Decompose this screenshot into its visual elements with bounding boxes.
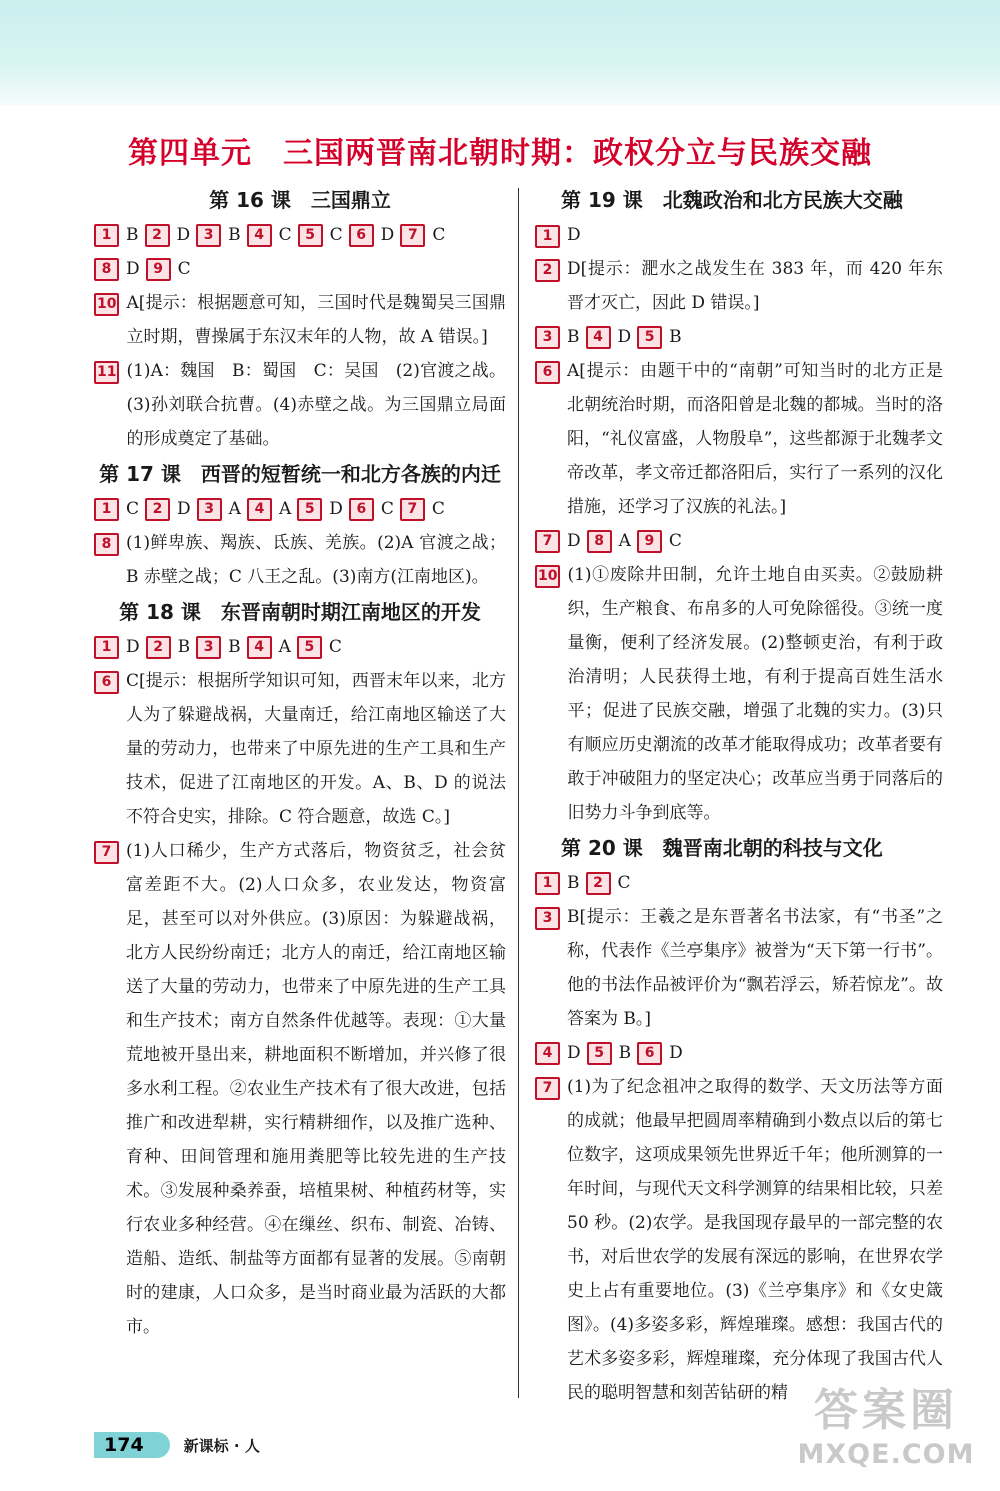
column-divider — [518, 188, 519, 1398]
question-number: 7 — [400, 498, 425, 521]
question-number: 9 — [146, 258, 171, 281]
answer-item — [94, 664, 506, 834]
answer-letter: D — [669, 1043, 683, 1063]
answer-pair — [196, 630, 241, 664]
lesson-19-title: 第 19 课 北魏政治和北方民族大交融 — [561, 188, 903, 212]
question-number: 8 — [94, 533, 119, 556]
answer-pair — [197, 492, 241, 526]
answer-item — [535, 1070, 943, 1410]
question-number: 6 — [94, 671, 119, 694]
lesson-18-title: 第 18 课 东晋南朝时期江南地区的开发 — [119, 600, 481, 624]
answer-letter: B — [669, 327, 682, 347]
answer-pair — [535, 320, 580, 354]
question-number: 4 — [586, 326, 611, 349]
answer-pair — [247, 492, 291, 526]
answer-letter: C — [668, 531, 682, 551]
answer-pair — [587, 524, 631, 558]
answer-text: A[提示：根据题意可知，三国时代是魏蜀吴三国鼎立时期，曹操属于东汉末年的人物，故 A 错误。] — [126, 293, 506, 347]
answer-row — [94, 630, 506, 664]
question-number: 6 — [535, 361, 560, 384]
answer-letter: A — [278, 499, 292, 519]
answer-row — [94, 252, 506, 286]
answer-row — [535, 320, 943, 354]
answer-letter: D — [126, 637, 140, 657]
answer-item — [94, 834, 506, 1344]
answer-letter: D — [126, 259, 140, 279]
answer-letter: D — [567, 1043, 581, 1063]
answer-pair — [145, 492, 191, 526]
answer-text: (1)为了纪念祖冲之取得的数学、天文历法等方面的成就；他最早把圆周率精确到小数点以后的第七位数字，这项成果领先世界近千年；他所测算的一年时间，与现代天文科学测算的结果相比较，只差 50 秒。(2)农学。是我国现存最早的一部完整的农书，对后世农学的发展有深远的影响，在世界农学史上占有重要地位。(3)《兰亭集序》和《女史箴图》。(4)多姿多彩，辉煌璀璨。感想：我国古代的艺术多姿多彩，辉煌璀璨，充分体现了我国古代人民的聪明智慧和刻苦钻研的精 — [567, 1077, 943, 1403]
watermark-logo: 答案圈 MXQE.COM — [797, 1385, 975, 1470]
answer-pair — [146, 630, 191, 664]
answer-text: D[提示：淝水之战发生在 383 年，而 420 年东晋才灭亡，因此 D 错误。] — [567, 259, 943, 313]
answer-letter: C — [177, 259, 191, 279]
answer-letter: D — [176, 225, 191, 245]
question-number: 3 — [196, 224, 221, 247]
answer-item — [535, 558, 943, 830]
answer-pair — [247, 630, 291, 664]
answer-letter: C — [617, 873, 631, 893]
answer-pair — [349, 492, 394, 526]
question-number: 4 — [247, 498, 272, 521]
question-number: 10 — [535, 565, 560, 588]
question-number: 5 — [637, 326, 662, 349]
answer-pair — [637, 1036, 683, 1070]
answer-letter: A — [228, 499, 241, 519]
answer-pair — [586, 866, 631, 900]
answer-letter: C — [380, 499, 394, 519]
answer-item — [94, 286, 506, 354]
answer-letter: C — [328, 637, 342, 657]
lesson-17-title: 第 17 课 西晋的短暂统一和北方各族的内迁 — [99, 462, 501, 486]
answer-pair — [535, 524, 581, 558]
answer-pair — [298, 218, 343, 252]
lesson-20-title: 第 20 课 魏晋南北朝的科技与文化 — [561, 836, 883, 860]
lesson-16-title: 第 16 课 三国鼎立 — [209, 188, 391, 212]
answer-row — [94, 492, 506, 526]
answer-text: B[提示：王羲之是东晋著名书法家，有“书圣”之称，代表作《兰亭集序》被誉为“天下第一行书”。他的书法作品被评价为“飘若浮云，矫若惊龙”。故答案为 B。] — [567, 907, 943, 1029]
answer-letter: C — [431, 499, 445, 519]
answer-text: A[提示：由题干中的“南朝”可知当时的北方正是北朝统治时期，而洛阳曾是北魏的都城。当时的洛阳，“礼仪富盛，人物殷阜”，这些都源于北魏孝文帝改革，孝文帝迁都洛阳后，实行了一系列的汉化措施，还学习了汉族的礼法。] — [567, 361, 943, 517]
answer-letter: C — [329, 225, 343, 245]
question-number: 5 — [587, 1042, 612, 1065]
answer-pair — [587, 1036, 632, 1070]
question-number: 3 — [197, 498, 222, 521]
question-number: 2 — [586, 872, 611, 895]
answer-pair — [94, 218, 139, 252]
page-footer — [94, 1432, 260, 1458]
question-number: 1 — [94, 636, 119, 659]
answer-item — [94, 354, 506, 456]
question-number: 7 — [535, 1077, 560, 1100]
question-number: 6 — [349, 498, 374, 521]
answer-pair — [586, 320, 632, 354]
answer-letter: B — [567, 873, 580, 893]
answer-text: C[提示：根据所学知识可知，西晋末年以来，北方人为了躲避战祸，大量南迁，给江南地区输送了大量的劳动力，也带来了中原先进的生产工具和生产技术，促进了江南地区的开发。A、B、D 的说法不符合史实，排除。C 符合题意，故选 C。] — [126, 671, 506, 827]
answer-pair — [400, 218, 445, 252]
answer-letter: D — [177, 499, 191, 519]
page-number: 174 — [94, 1432, 170, 1458]
question-number: 2 — [145, 498, 170, 521]
answer-letter: B — [228, 637, 241, 657]
series-label: 新课标 · 人 — [183, 1436, 260, 1455]
answer-item — [535, 900, 943, 1036]
question-number: 5 — [297, 498, 322, 521]
question-number: 1 — [535, 225, 560, 248]
answer-pair — [196, 218, 241, 252]
answer-pair — [247, 218, 292, 252]
answer-letter: B — [177, 637, 191, 657]
answer-pair — [94, 492, 139, 526]
question-number: 3 — [196, 636, 221, 659]
question-number: 7 — [94, 841, 119, 864]
question-number: 6 — [349, 224, 374, 247]
unit-title: 第四单元 三国两晋南北朝时期：政权分立与民族交融 — [128, 136, 872, 171]
answer-item — [535, 252, 943, 320]
question-number: 10 — [94, 293, 119, 316]
answer-letter: B — [126, 225, 139, 245]
answer-pair — [146, 252, 191, 286]
question-number: 1 — [94, 498, 119, 521]
question-number: 4 — [535, 1042, 560, 1065]
answer-pair — [349, 218, 395, 252]
answer-pair — [637, 320, 682, 354]
question-number: 1 — [535, 872, 560, 895]
answer-letter: A — [618, 531, 631, 551]
answer-pair — [145, 218, 191, 252]
answer-item — [535, 354, 943, 524]
answer-pair — [637, 524, 682, 558]
question-number: 6 — [637, 1042, 662, 1065]
answer-item — [94, 526, 506, 594]
answer-letter: B — [567, 327, 580, 347]
answer-pair — [94, 630, 140, 664]
answer-text: D — [567, 225, 581, 245]
answer-letter: D — [567, 531, 581, 551]
answer-text: (1)A：魏国 B：蜀国 C：吴国 (2)官渡之战。(3)孙刘联合抗曹。(4)赤壁之战。为三国鼎立局面的形成奠定了基础。 — [126, 361, 506, 449]
question-number: 3 — [535, 907, 560, 930]
answer-row — [94, 218, 506, 252]
answer-letter: A — [278, 637, 291, 657]
answer-item — [535, 218, 943, 252]
answer-row — [535, 1036, 943, 1070]
header-band — [0, 0, 1000, 105]
question-number: 4 — [247, 224, 272, 247]
answer-letter: B — [618, 1043, 632, 1063]
question-number: 8 — [94, 258, 119, 281]
answer-text: (1)人口稀少，生产方式落后，物资贫乏，社会贫富差距不大。(2)人口众多，农业发达，物资富足，甚至可以对外供应。(3)原因：为躲避战祸，北方人民纷纷南迁；北方人的南迁，给江南地区输送了大量的劳动力，也带来了中原先进的生产工具和生产技术；南方自然条件优越等。表现：①大量荒地被开垦出来，耕地面积不断增加，并兴修了很多水利工程。②农业生产技术有了很大改进，包括推广和改进犁耕，实行精耕细作，以及推广选种、育种、田间管理和施用粪肥等比较先进的生产技术。③发展种桑养蚕，培植果树、种植药材等，实行农业多种经营。④在缫丝、织布、制瓷、冶铸、造船、造纸、制盐等方面都有显著的发展。⑤南朝时的建康，人口众多，是当时商业最为活跃的大都市。 — [126, 841, 506, 1337]
answer-text: (1)①废除井田制，允许土地自由买卖。②鼓励耕织，生产粮食、布帛多的人可免除徭役。③统一度量衡，便利了经济发展。(2)整顿吏治，有利于政治清明；人民获得土地，有利于提高百姓生活水平；促进了民族交融，增强了北魏的实力。(3)只有顺应历史潮流的改革才能取得成功；改革者要有敢于冲破阻力的坚定决心；改革应当勇于同落后的旧势力斗争到底等。 — [567, 565, 943, 823]
answer-pair — [94, 252, 140, 286]
answer-letter: D — [329, 499, 343, 519]
left-column — [94, 182, 506, 1344]
answer-pair — [400, 492, 445, 526]
question-number: 7 — [400, 224, 425, 247]
answer-pair — [297, 630, 342, 664]
answer-letter: B — [228, 225, 241, 245]
question-number: 4 — [247, 636, 272, 659]
answer-pair — [535, 866, 580, 900]
answer-letter: D — [617, 327, 632, 347]
answer-letter: C — [278, 225, 292, 245]
question-number: 1 — [94, 224, 119, 247]
answer-pair — [535, 1036, 581, 1070]
question-number: 5 — [298, 224, 323, 247]
question-number: 2 — [535, 259, 560, 282]
question-number: 2 — [145, 224, 170, 247]
right-column — [535, 182, 943, 1410]
answer-letter: C — [126, 499, 140, 519]
answer-row — [535, 866, 943, 900]
answer-text: (1)鲜卑族、羯族、氐族、羌族。(2)A 官渡之战；B 赤壁之战；C 八王之乱。(3)南方(江南地区)。 — [126, 533, 506, 587]
question-number: 7 — [535, 530, 560, 553]
question-number: 9 — [637, 530, 662, 553]
answer-letter: D — [380, 225, 395, 245]
answer-letter: C — [432, 225, 446, 245]
question-number: 5 — [297, 636, 322, 659]
answer-row — [535, 524, 943, 558]
question-number: 11 — [94, 361, 119, 384]
answer-pair — [297, 492, 343, 526]
question-number: 2 — [146, 636, 171, 659]
question-number: 3 — [535, 326, 560, 349]
question-number: 8 — [587, 530, 612, 553]
